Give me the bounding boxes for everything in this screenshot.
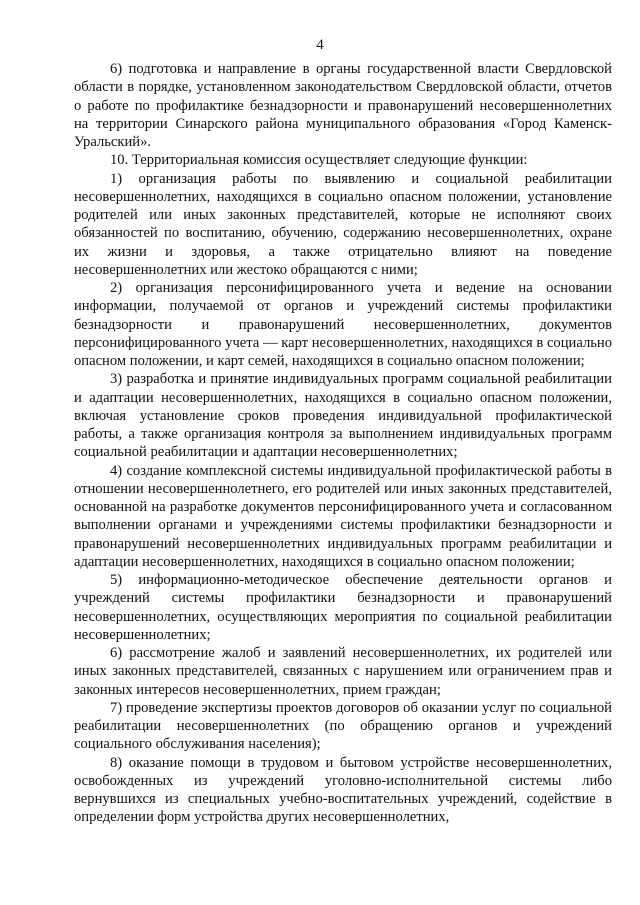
paragraph-function-6: 6) рассмотрение жалоб и заявлений несовершеннолетних, их родителей или иных законных представителей, связанных с нарушением или ограничением прав и законных интересов несовершеннолетних, прием граждан;: [74, 645, 612, 698]
paragraph-item-6-reports: 6) подготовка и направление в органы государственной власти Свердловской области в порядке, установленном законодательством Свердловской области, отчетов о работе по профилактике безнадзорности и правонарушений несовершеннолетних на территории Синарского района муниципального образования «Город Каменск-Уральский».: [74, 61, 612, 150]
paragraph-function-7: 7) проведение экспертизы проектов договоров об оказании услуг по социальной реабилитации несовершеннолетних (по обращению органов и учреждений социального обслуживания населения);: [74, 699, 612, 753]
paragraph-function-8: 8) оказание помощи в трудовом и бытовом устройстве несовершеннолетних, освобожденных из учреждений уголовно-исполнительной системы либо вернувшихся из специальных учебно-воспитательных учреждений, содействие в определении форм устройства других несовершеннолетних,: [74, 754, 612, 826]
paragraph-function-4: 4) создание комплексной системы индивидуальной профилактической работы в отношении несовершеннолетнего, его родителей или иных законных представителей, основанной на разработке документов персонифицированного учета и согласованном выполнении органами и учреждениями системы профилактики безнадзорности и правонарушений несовершеннолетних индивидуальных программ реабилитации и адаптации несовершеннолетних, находящихся в социально опасном положении;: [74, 462, 612, 570]
document-body: [74, 60, 612, 827]
paragraph-function-1: 1) организация работы по выявлению и социальной реабилитации несовершеннолетних, находящихся в социально опасном положении, установление родителей или иных законных представителей, которые не исполняют своих обязанностей по воспитанию, обучению, содержанию несовершеннолетних, охране их жизни и здоровья, а также отрицательно влияют на поведение несовершеннолетних или жестоко обращаются с ними;: [74, 170, 612, 278]
paragraph-function-5: 5) информационно-методическое обеспечение деятельности органов и учреждений системы профилактики безнадзорности и правонарушений несовершеннолетних, осуществляющих мероприятия по социальной реабилитации несовершеннолетних;: [74, 572, 612, 643]
page-number: 4: [316, 37, 324, 53]
paragraph-function-3: 3) разработка и принятие индивидуальных программ социальной реабилитации и адаптации несовершеннолетних, находящихся в социально опасном положении, включая установление сроков проведения индивидуальной профилактической работы, а также организация контроля за выполнением индивидуальных программ социальной реабилитации и адаптации несовершеннолетних;: [74, 371, 612, 461]
paragraph-section-10-heading: 10. Территориальная комиссия осуществляет следующие функции:: [110, 152, 528, 169]
paragraph-function-2: 2) организация персонифицированного учета и ведение на основании информации, получаемой от органов и учреждений системы профилактики безнадзорности и правонарушений несовершеннолетних, документов персонифицированного учета — карт несовершеннолетних, находящихся в социально опасном положении, и карт семей, находящихся в социально опасном положении;: [74, 280, 612, 369]
